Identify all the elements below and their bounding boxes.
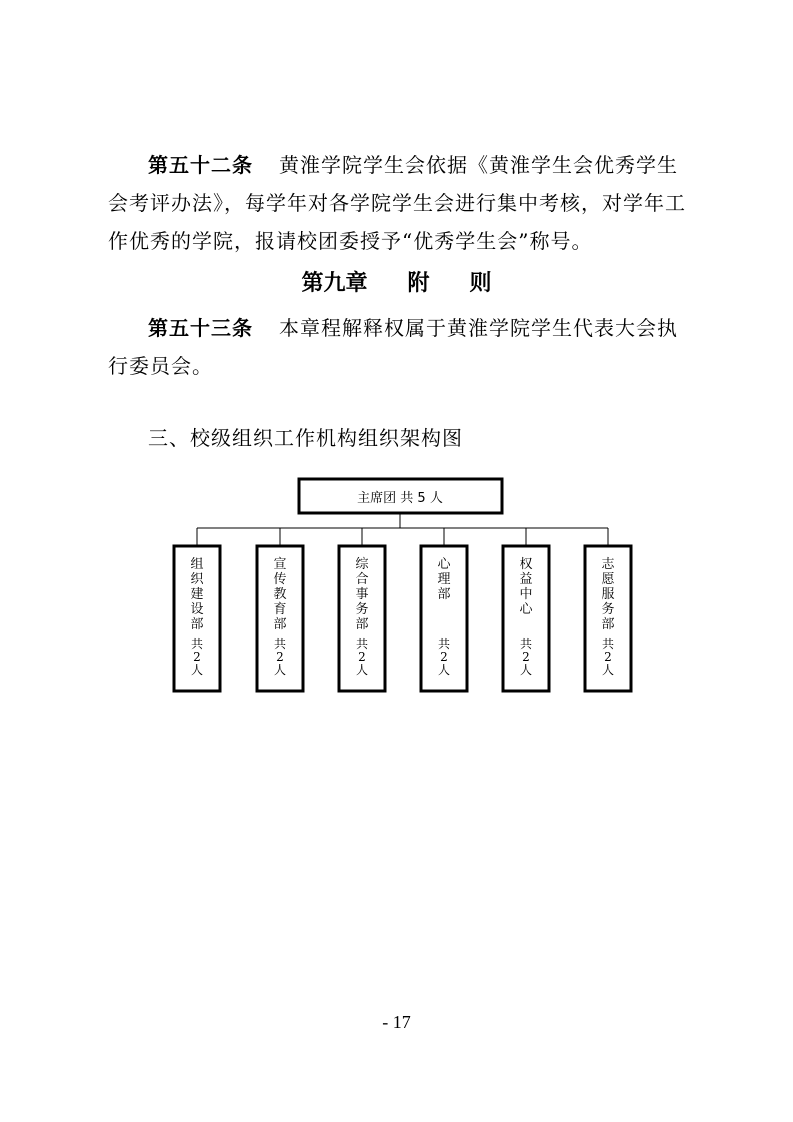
article-53-label: 第五十三条 [148,316,253,340]
department-count-char: 共 [273,637,287,651]
department-name-char: 心 [519,602,533,617]
page-number: - 17 [382,1012,411,1032]
department-name-char: 务 [355,602,369,617]
department-name-char: 心 [437,557,451,572]
department-name-char: 织 [190,572,204,587]
department-name-char: 组 [190,557,204,572]
department-name-char: 志 [601,557,615,572]
department-name-char: 合 [355,572,369,587]
department-count-char: 共 [437,637,451,651]
department-count-char: 2 [358,650,366,664]
department-count-char: 2 [276,650,284,664]
department-count-char: 人 [273,663,287,677]
department-count-char: 人 [355,663,369,677]
department-count-char: 共 [355,637,369,651]
department-name-char: 服 [601,587,615,602]
department-name-char: 设 [190,602,204,617]
department-name-char: 部 [601,617,615,632]
department-count-char: 人 [190,663,204,677]
department-name-char: 育 [273,602,287,617]
root-label: 主席团 共 5 人 [357,491,443,506]
article-52-label: 第五十二条 [148,153,253,177]
department-count-char: 共 [190,637,204,651]
department-name-char: 宣 [273,557,287,572]
department-count-char: 共 [601,637,615,651]
department-name-char: 务 [601,602,615,617]
department-count-char: 人 [601,663,615,677]
department-name-char: 事 [355,587,369,602]
department-name-char: 理 [437,572,451,587]
department-name-char: 部 [355,617,369,632]
chapter-9-number: 第九章 [301,271,368,296]
chapter-9-title-char-2: 则 [469,271,492,296]
department-count-char: 2 [440,650,448,664]
department-count-char: 2 [193,650,201,664]
department-name-char: 中 [519,587,533,602]
department-count-char: 共 [519,637,533,651]
department-name-char: 综 [355,557,369,572]
department-name-char: 部 [190,617,204,632]
department-name-char: 传 [273,572,287,587]
department-count-char: 2 [522,650,530,664]
department-name-char: 权 [519,557,533,572]
department-count-char: 2 [604,650,612,664]
department-name-char: 愿 [601,572,615,587]
department-name-char: 建 [190,587,204,602]
article-53-text: 本章程解释权属于黄淮学院学生代表大会执行委员会。 [108,316,678,378]
chapter-9-title-char-1: 附 [407,271,430,296]
department-name-char: 益 [519,572,533,587]
department-name-char: 部 [437,587,451,602]
section-title: 三、校级组织工作机构组织架构图 [148,426,463,450]
article-52-text: 黄淮学院学生会依据《黄淮学生会优秀学生会考评办法》，每学年对各学院学生会进行集中考核，对学年工作优秀的学院，报请校团委授予“优秀学生会”称号。 [108,153,686,253]
department-name-char: 部 [273,617,287,632]
department-count-char: 人 [437,663,451,677]
department-count-char: 人 [519,663,533,677]
department-name-char: 教 [273,587,287,602]
